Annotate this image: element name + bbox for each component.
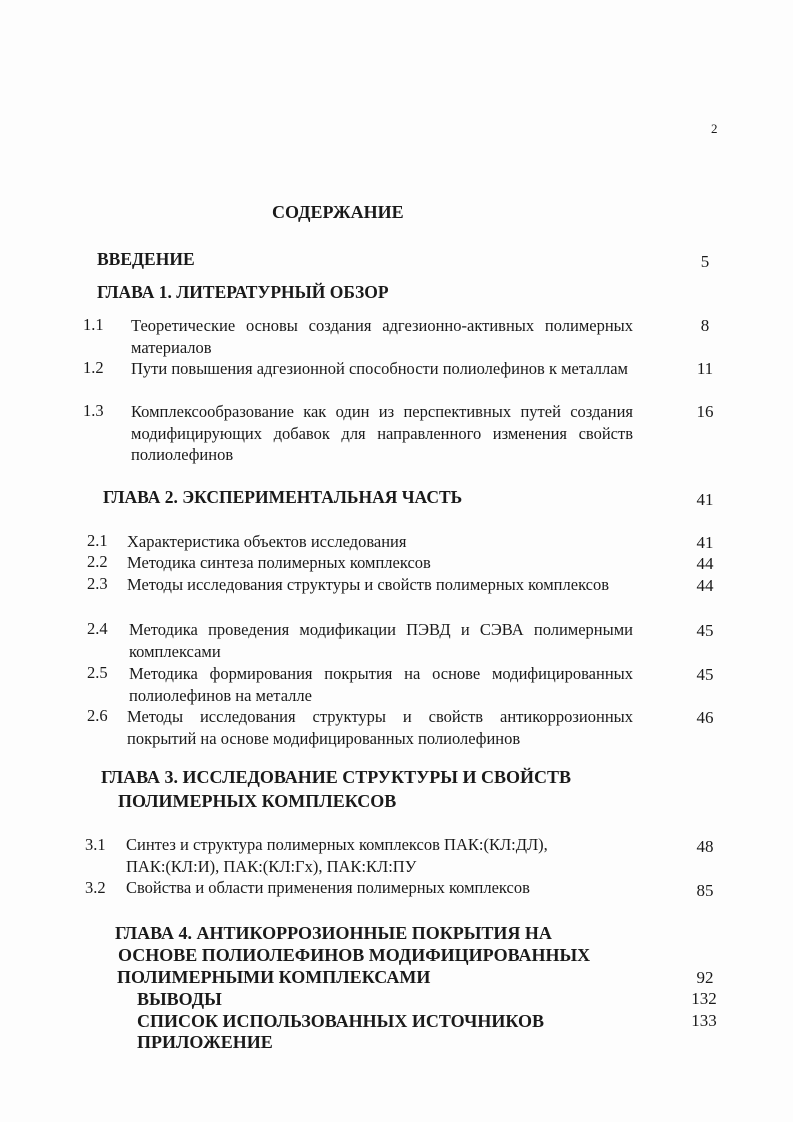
section-title: Комплексообразование как один из перспективных путей создания модифицирующих добавок для направленного изменения свойств полиолефинов — [131, 402, 633, 464]
toc-references-page: 133 — [691, 1011, 717, 1030]
section-title-line1: Синтез и структура полимерных комплексов ПАК:(КЛ:ДЛ), — [126, 835, 548, 854]
section-page: 85 — [696, 881, 714, 900]
chapter3-title-line1: ГЛАВА 3. ИССЛЕДОВАНИЕ СТРУКТУРЫ И СВОЙСТВ — [101, 767, 571, 787]
section-number: 2.6 — [87, 706, 108, 725]
section-page: 11 — [696, 359, 714, 378]
section-page: 48 — [696, 837, 714, 856]
chapter2-page: 41 — [696, 490, 714, 509]
toc-appendix: ПРИЛОЖЕНИЕ — [137, 1032, 273, 1052]
section-number: 1.3 — [83, 401, 104, 420]
page-number: 2 — [711, 121, 718, 136]
section-title: Теоретические основы создания адгезионно-активных полимерных материалов — [131, 316, 633, 357]
section-number: 1.2 — [83, 358, 104, 377]
section-number: 3.2 — [85, 878, 106, 897]
section-title: Пути повышения адгезионной способности полиолефинов к металлам — [131, 359, 628, 378]
section-page: 41 — [696, 533, 714, 552]
toc-conclusions: ВЫВОДЫ — [137, 989, 222, 1009]
chapter2-title: ГЛАВА 2. ЭКСПЕРИМЕНТАЛЬНАЯ ЧАСТЬ — [103, 487, 463, 507]
chapter4-title-line1: ГЛАВА 4. АНТИКОРРОЗИОННЫЕ ПОКРЫТИЯ НА — [115, 923, 552, 943]
section-title: Характеристика объектов исследования — [127, 532, 407, 551]
section-number: 3.1 — [85, 835, 106, 854]
toc-title: СОДЕРЖАНИЕ — [272, 202, 404, 222]
section-title: Методика формирования покрытия на основе модифицированных полиолефинов на металле — [129, 664, 633, 705]
chapter4-page: 92 — [696, 968, 714, 987]
toc-intro-page: 5 — [700, 252, 710, 271]
section-number: 2.5 — [87, 663, 108, 682]
section-number: 2.2 — [87, 552, 108, 571]
chapter4-title-line2: ОСНОВЕ ПОЛИОЛЕФИНОВ МОДИФИЦИРОВАННЫХ — [118, 945, 591, 965]
section-page: 8 — [700, 316, 710, 335]
chapter3-title-line2: ПОЛИМЕРНЫХ КОМПЛЕКСОВ — [118, 791, 397, 811]
section-page: 44 — [696, 554, 714, 573]
section-title-line2: ПАК:(КЛ:И), ПАК:(КЛ:Гх), ПАК:КЛ:ПУ — [126, 857, 417, 876]
toc-intro: ВВЕДЕНИЕ — [97, 249, 195, 269]
chapter1-title: ГЛАВА 1. ЛИТЕРАТУРНЫЙ ОБЗОР — [97, 282, 389, 302]
section-number: 2.4 — [87, 619, 108, 638]
section-page: 46 — [696, 708, 714, 727]
section-title: Методика синтеза полимерных комплексов — [127, 553, 431, 572]
section-title: Свойства и области применения полимерных комплексов — [126, 878, 530, 897]
section-page: 45 — [696, 665, 714, 684]
toc-references: СПИСОК ИСПОЛЬЗОВАННЫХ ИСТОЧНИКОВ — [137, 1011, 544, 1031]
toc-conclusions-page: 132 — [691, 989, 717, 1008]
section-page: 16 — [696, 402, 714, 421]
section-title: Методы исследования структуры и свойств антикоррозионных покрытий на основе модифицированных полиолефинов — [127, 707, 633, 748]
chapter4-title-line3: ПОЛИМЕРНЫМИ КОМПЛЕКСАМИ — [117, 967, 431, 987]
section-page: 45 — [696, 621, 714, 640]
section-title: Методика проведения модификации ПЭВД и СЭВА полимерными комплексами — [129, 620, 633, 661]
section-number: 2.1 — [87, 531, 108, 550]
section-number: 2.3 — [87, 574, 108, 593]
section-title: Методы исследования структуры и свойств полимерных комплексов — [127, 575, 610, 594]
section-number: 1.1 — [83, 315, 104, 334]
section-page: 44 — [696, 576, 714, 595]
